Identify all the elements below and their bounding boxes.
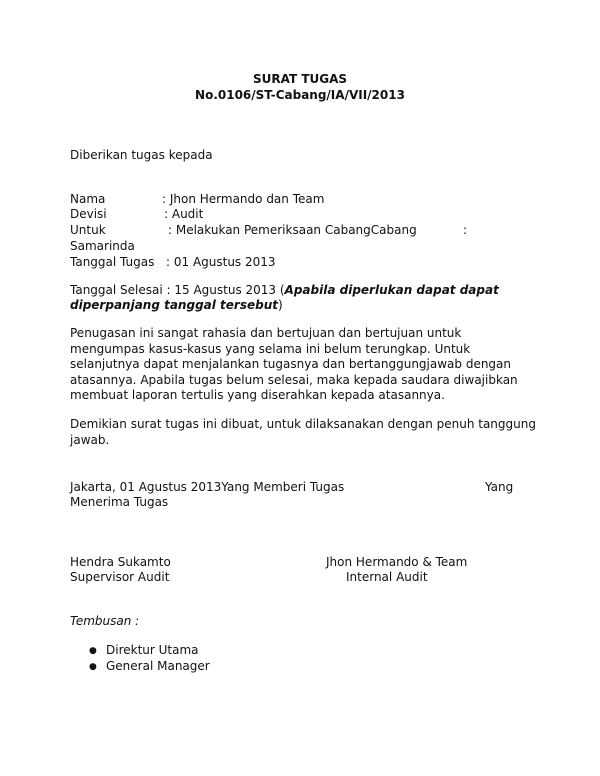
field-nama-value: : Jhon Hermando dan Team — [162, 192, 325, 206]
field-untuk-value: : Melakukan Pemeriksaan CabangCabang — [168, 223, 417, 237]
field-tanggal-tugas-value: : 01 Agustus 2013 — [166, 255, 276, 269]
tanggal-selesai-line — [70, 283, 499, 298]
tanggal-selesai-note-2: diperpanjang tanggal tersebut — [70, 298, 278, 312]
tanggal-selesai-prefix: Tanggal Selesai : 15 Agustus 2013 ( — [70, 283, 285, 297]
tanggal-selesai-line-2 — [70, 298, 283, 313]
tembusan-item: General Manager — [106, 659, 210, 673]
paragraph1-line: atasannya. Apabila tugas belum selesai, maka kepada saudara diwajibkan — [70, 373, 518, 387]
signature-left-name: Hendra Sukamto — [70, 555, 171, 569]
paragraph2-line: Demikian surat tugas ini dibuat, untuk dilaksanakan dengan penuh tanggung — [70, 417, 536, 431]
field-untuk-colon: : — [463, 223, 468, 237]
intro-text: Diberikan tugas kepada — [70, 148, 213, 162]
paragraph2-line: jawab. — [70, 433, 110, 447]
signature-right-title: Internal Audit — [346, 570, 428, 584]
signature-right-name: Jhon Hermando & Team — [326, 555, 468, 569]
place-date-yang: Yang — [485, 480, 514, 494]
field-untuk-continuation: Samarinda — [70, 239, 135, 253]
letter-number: No.0106/ST-Cabang/IA/VII/2013 — [195, 88, 405, 102]
paragraph1-line: selanjutnya dapat menjalankan tugasnya dan bertanggungjawab dengan — [70, 357, 512, 371]
field-devisi-value: : Audit — [164, 207, 204, 221]
place-date-line: Jakarta, 01 Agustus 2013Yang Memberi Tugas — [70, 480, 345, 494]
tembusan-label: Tembusan : — [70, 614, 140, 628]
bullet-icon: ● — [89, 662, 97, 672]
paragraph1-line: membuat laporan tertulis yang diserahkan kepada atasannya. — [70, 388, 445, 402]
field-nama-label: Nama — [70, 192, 106, 206]
signature-left-title: Supervisor Audit — [70, 570, 170, 584]
place-date-line-2: Menerima Tugas — [70, 495, 169, 509]
field-devisi-label: Devisi — [70, 207, 107, 221]
field-untuk-label: Untuk — [70, 223, 106, 237]
letter-title: SURAT TUGAS — [252, 72, 348, 86]
tembusan-item: Direktur Utama — [106, 643, 199, 657]
tanggal-selesai-close: ) — [278, 298, 283, 312]
paragraph1-line: Penugasan ini sangat rahasia dan bertujuan dan bertujuan untuk — [70, 326, 462, 340]
tanggal-selesai-note-1: Apabila diperlukan dapat dapat — [284, 283, 499, 297]
paragraph1-line: mengumpas kasus-kasus yang selama ini belum terungkap. Untuk — [70, 342, 471, 356]
bullet-icon: ● — [89, 646, 97, 656]
field-tanggal-tugas-label: Tanggal Tugas — [70, 255, 155, 269]
